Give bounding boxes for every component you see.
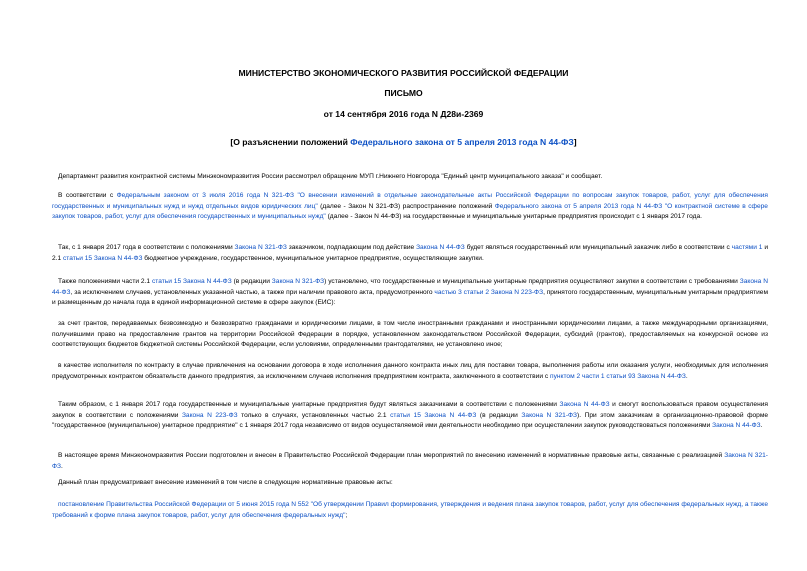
law-link[interactable]: статьи 15 Закона N 44-ФЗ: [63, 254, 143, 262]
paragraph-7: Таким образом, с 1 января 2017 года государственные и муниципальные унитарные предприятия будут являться заказчиками в соответствии с положениями Закона N 44-ФЗ и смогут воспользоваться правом осуществления закупок в соответствии с положениями Закона N 223-ФЗ только в случаях, установленных частью 2.1 статьи 15 Закона N 44-ФЗ (в редакции Закона N 321-ФЗ). При этом заказчикам в организационно-правовой форме "государственное (муниципальное) унитарное предприятие" с 1 января 2017 года независимо от видов осуществляемой ими деятельности необходимо при осуществлении закупок руководствоваться положениями Закона N 44-ФЗ.: [52, 401, 769, 430]
law-link[interactable]: Федеральным законом от 3 июля 2016 года N 321-ФЗ "О внесении изменений в отдельные законодательные акты Российской Федерации по вопросам закупок товаров, работ, услуг для обеспечения государственных и муниципальных нужд и нужд отдельных видов юридических лиц": [52, 192, 768, 210]
paragraph-2: В соответствии с Федеральным законом от 3 июля 2016 года N 321-ФЗ "О внесении изменений в отдельные законодательные акты Российской Федерации по вопросам закупок товаров, работ, услуг для обеспечения государственных и муниципальных нужд и нужд отдельных видов юридических лиц" (далее - Закон N 321-ФЗ) распространение положений Федерального закона от 5 апреля 2013 года N 44-ФЗ "О контрактной системе в сфере закупок товаров, работ, услуг для обеспечения государственных и муниципальных нужд" (далее - Закон N 44-ФЗ) на государственные и муниципальные унитарные предприятия происходит с 1 января 2017 года.: [52, 192, 768, 221]
paragraph-5: за счет грантов, передаваемых безвозмездно и безвозвратно гражданами и юридическими лицами, в том числе иностранными гражданами и иностранными юридическими лицами, а также международными организациями, получившими право на предоставление грантов на территории Российской Федерации в порядке, установленном законодательством Российской Федерации, субсидий (грантов), предоставляемых на конкурсной основе из соответствующих бюджетов бюджетной системы Российской Федерации, если условиями, определенными грантодателями, не установлено иное;: [52, 320, 768, 349]
law-link[interactable]: статьи 15 Закона N 44-ФЗ: [152, 278, 232, 285]
law-link[interactable]: частями 1: [731, 244, 763, 251]
document-date-number: от 14 сентября 2016 года N Д28и-2369: [323, 109, 484, 119]
document-type: ПИСЬМО: [384, 88, 423, 98]
paragraph-4: Также положениями части 2.1 статьи 15 Закона N 44-ФЗ (в редакции Закона N 321-ФЗ) установлено, что государственные и муниципальные унитарные предприятия осуществляют закупки в соответствии с требованиями Закона N 44-ФЗ, за исключением случаев, установленных указанной частью, а также при наличии правового акта, предусмотренного частью 3 статьи 2 Закона N 223-ФЗ, принятого государственным, муниципальным унитарным предприятием и размещенным до начала года в единой информационной системе в сфере закупок (ЕИС):: [52, 278, 769, 307]
law-link[interactable]: Закона N 44-ФЗ: [52, 278, 768, 296]
paragraph-6: в качестве исполнителя по контракту в случае привлечения на основании договора в ходе исполнения данного контракта иных лиц для поставки товара, выполнения работы или оказания услуги, необходимых для исполнения предусмотренных контрактом обязательств данного предприятия, за исключением случаев исполнения предприятием контракта, заключенного в соответствии с пунктом 2 части 1 статьи 93 Закона N 44-ФЗ.: [52, 362, 768, 380]
paragraph-3: Так, с 1 января 2017 года в соответствии с положениями Закона N 321-ФЗ заказчиком, подпадающим под действие Закона N 44-ФЗ будет являться государственный или муниципальный заказчик либо в соответствии с частями 1 и 2.1 статьи 15 Закона N 44-ФЗ бюджетное учреждение, государственное, муниципальное унитарное предприятие, осуществляющие закупки.: [52, 244, 769, 262]
law-link[interactable]: частью 3 статьи 2 Закона N 223-ФЗ: [434, 288, 544, 296]
law-link[interactable]: Закона N 321-ФЗ: [521, 411, 578, 419]
law-link[interactable]: Закона N 321-ФЗ: [52, 452, 768, 470]
law-link[interactable]: Закона N 44-ФЗ: [416, 244, 465, 251]
law-link[interactable]: Закона N 223-ФЗ: [181, 411, 238, 419]
law-link[interactable]: статьи 15 Закона N 44-ФЗ: [390, 411, 477, 419]
law-link[interactable]: Закона N 44-ФЗ: [559, 401, 610, 408]
paragraph-8: В настоящее время Минэкономразвития России подготовлен и внесен в Правительство Российской Федерации план мероприятий по внесению изменений в нормативные правовые акты, связанные с реализацией Закона N 321-ФЗ.: [52, 452, 768, 470]
law-link[interactable]: Федерального закона от 5 апреля 2013 года N 44-ФЗ "О контрактной системе в сфере закупок товаров, работ, услуг для обеспечения государственных и муниципальных нужд": [52, 202, 768, 221]
paragraph-10: постановление Правительства Российской Федерации от 5 июня 2015 года N 552 "Об утверждении Правил формирования, утверждения и ведения плана закупок товаров, работ, услуг для обеспечения федеральных нужд, а также требований к форме плана закупок товаров, работ, услуг для обеспечения федеральных нужд";: [52, 501, 768, 519]
law-link[interactable]: постановление Правительства Российской Федерации от 5 июня 2015 года N 552 "Об утверждении Правил формирования, утверждения и ведения плана закупок товаров, работ, услуг для обеспечения федеральных нужд, а также требований к форме плана закупок товаров, работ, услуг для обеспечения федеральных нужд": [52, 501, 768, 519]
law-link[interactable]: Закона N 321-ФЗ: [271, 278, 325, 285]
ministry-title: МИНИСТЕРСТВО ЭКОНОМИЧЕСКОГО РАЗВИТИЯ РОССИЙСКОЙ ФЕДЕРАЦИИ: [238, 68, 569, 78]
law-link[interactable]: Закона N 44-ФЗ: [712, 422, 761, 430]
paragraph-9: Данный план предусматривает внесение изменений в том числе в следующие нормативные правовые акты:: [58, 479, 393, 486]
law-link[interactable]: Закона N 321-ФЗ: [234, 244, 287, 251]
law-link[interactable]: пунктом 2 части 1 статьи 93 Закона N 44-ФЗ: [550, 372, 686, 380]
paragraph-intro: Департамент развития контрактной системы Минэкономразвития России рассмотрел обращение МУП г.Нижнего Новгорода "Единый центр муниципального заказа" и сообщает.: [58, 173, 603, 180]
document-subject: [О разъяснении положений Федерального закона от 5 апреля 2013 года N 44-ФЗ]: [230, 137, 577, 147]
subject-law-link[interactable]: Федерального закона от 5 апреля 2013 года N 44-ФЗ: [350, 137, 574, 147]
